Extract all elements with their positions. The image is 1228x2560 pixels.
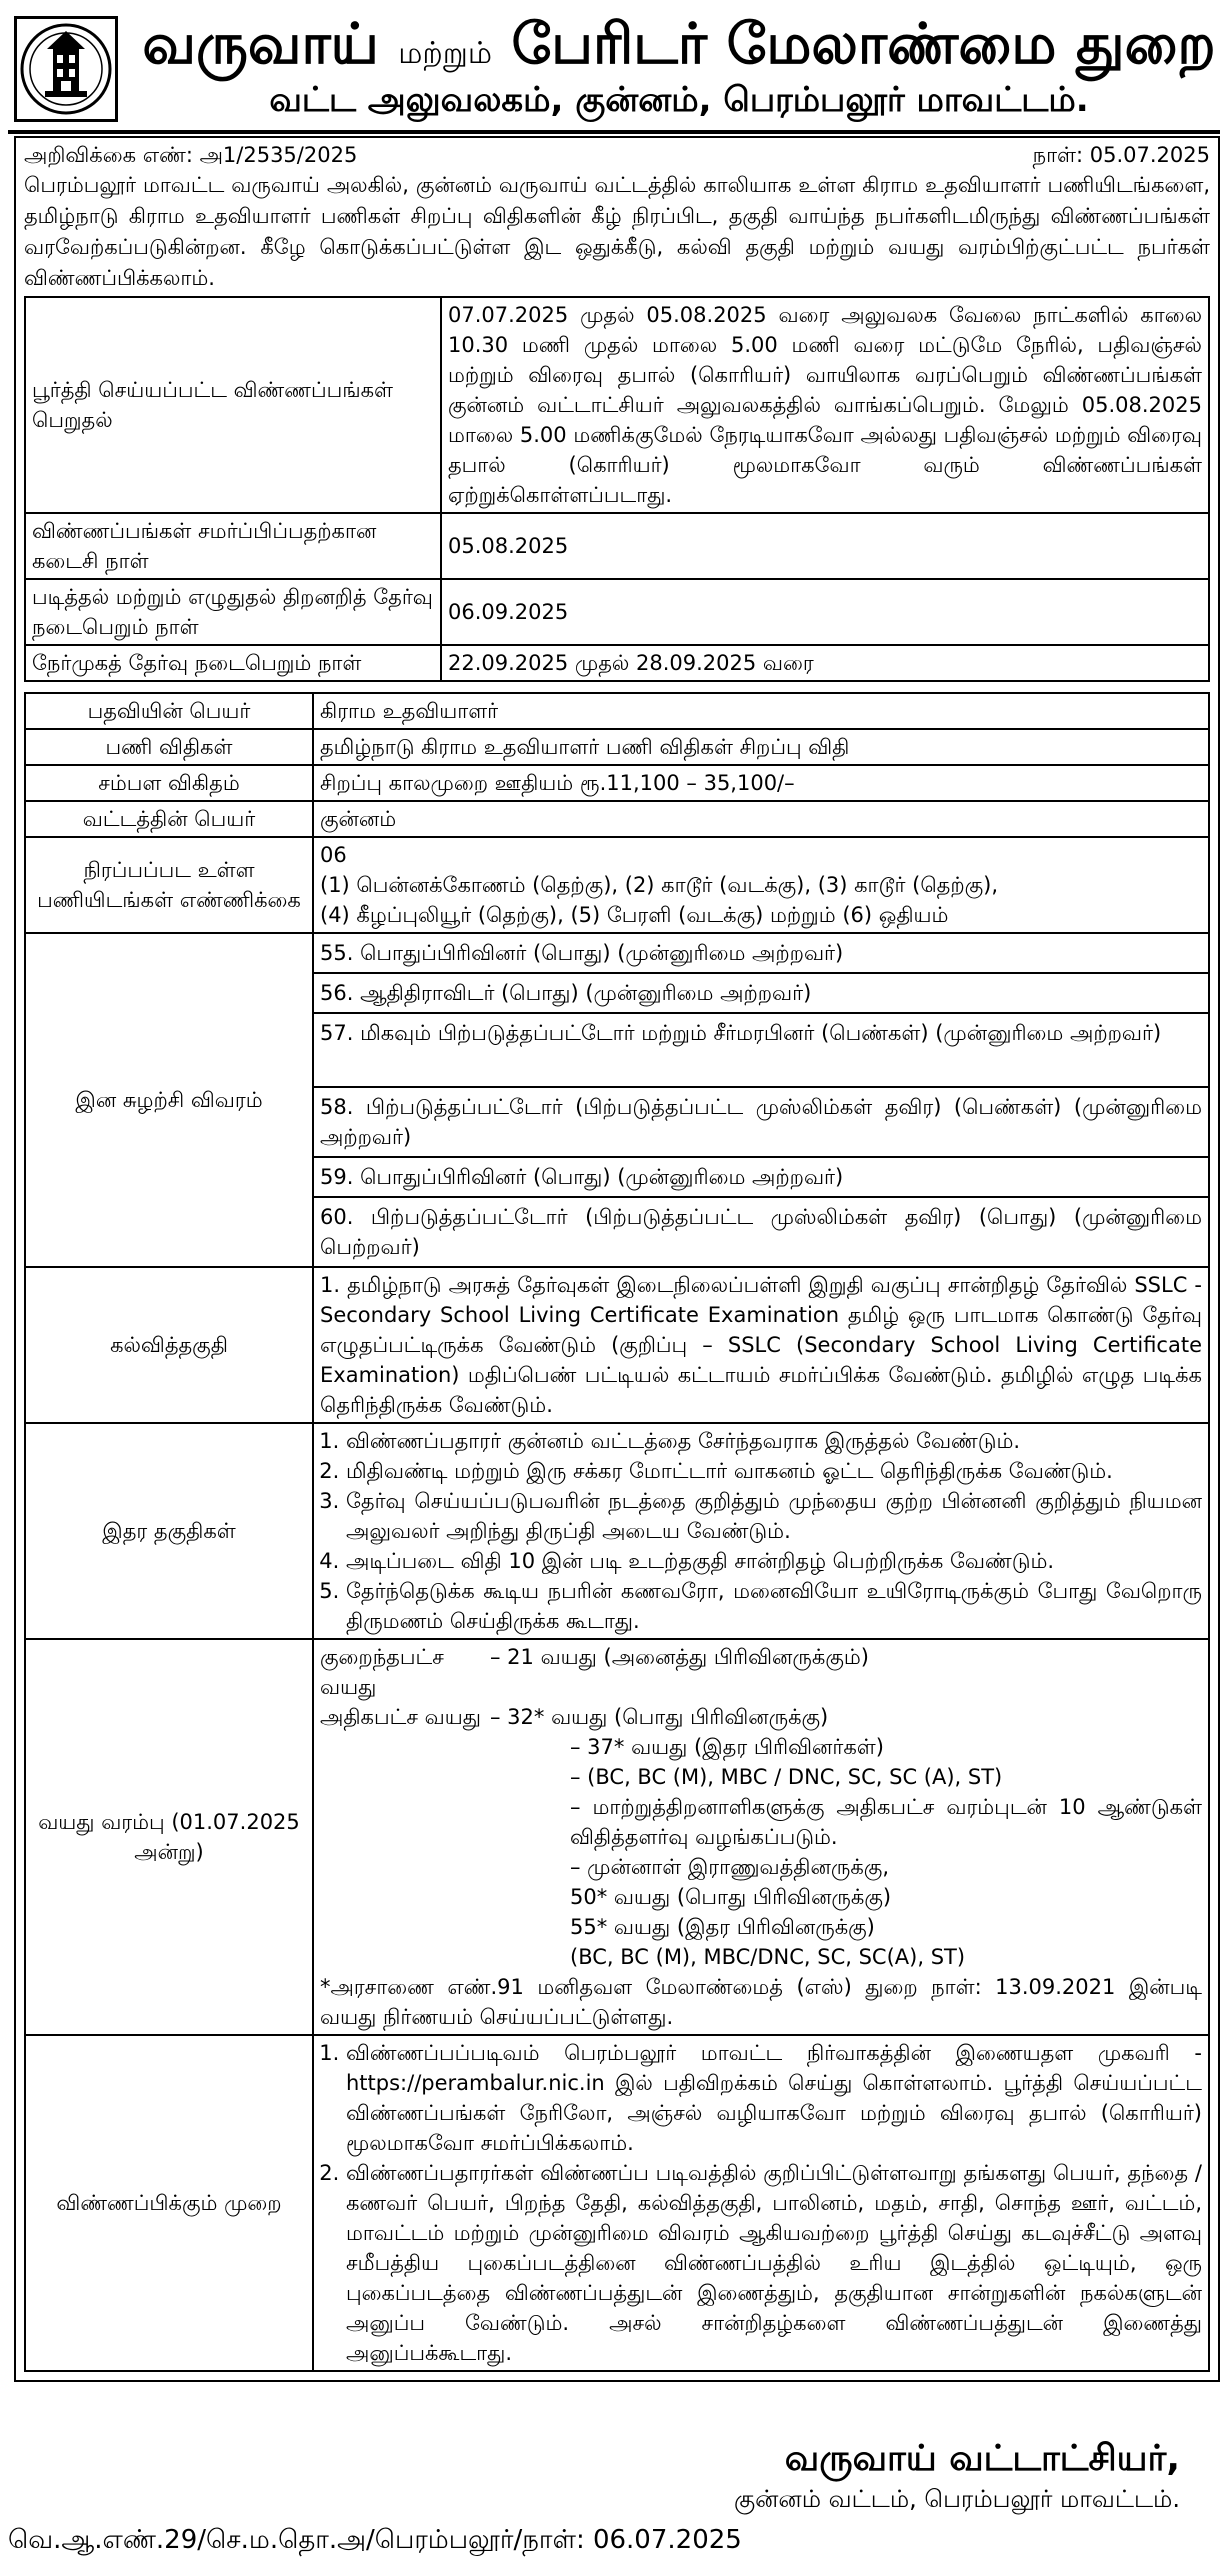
rotation-item: 56. ஆதிதிராவிடர் (பொது) (முன்னுரிமை அற்றவர்) [314,974,1208,1014]
signature-block [734,2436,1180,2516]
list-item: 5. தேர்ந்தெடுக்க கூடிய நபரின் கணவரோ, மனைவியோ உயிரோடிருக்கும் போது வேறொரு திருமணம் செய்திருக்க கூடாது. [346,1576,1202,1636]
age-max-value: – 32* வயது (பொது பிரிவினருக்கு) [490,1705,829,1729]
vacancies-key: நிரப்பப்பட உள்ள பணியிடங்கள் எண்ணிக்கை [25,837,313,933]
schedule-value: 05.08.2025 [441,513,1209,579]
age-line: 50* வயது (பொது பிரிவினருக்கு) [570,1885,892,1909]
age-line: (BC, BC (M), MBC/DNC, SC, SC(A), ST) [570,1945,966,1969]
schedule-key: படித்தல் மற்றும் எழுதுதல் திறனறித் தேர்வு நடைபெறும் நாள் [25,579,441,645]
table-row [25,765,1209,801]
header-divider [8,130,1220,134]
reference-row [24,140,1210,170]
table-row [25,837,1209,933]
list-item: 1. விண்ணப்பதாரர் குன்னம் வட்டத்தை சேர்ந்தவராக இருத்தல் வேண்டும். [346,1426,1202,1456]
post-name-key: பதவியின் பெயர் [25,693,313,729]
education-value: 1. தமிழ்நாடு அரசுத் தேர்வுகள் இடைநிலைப்பள்ளி இறுதி வகுப்பு சான்றிதழ் தேர்வில் SSLC - Secondary School Living Certificate Examination தமிழ் ஒரு பாடமாக கொண்டு தேர்வு எழுதப்பட்டிருக்க வேண்டும் (குறிப்பு – SSLC (Secondary School Living Certificate Examination) மதிப்பெண் பட்டியல் கட்டாயம் சமர்ப்பிக்க வேண்டும். தமிழில் எழுத படிக்க தெரிந்திருக்க வேண்டும். [313,1267,1209,1423]
rules-value: தமிழ்நாடு கிராம உதவியாளர் பணி விதிகள் சிறப்பு விதி [313,729,1209,765]
other-qualifications-list [320,1426,1202,1636]
rotation-item: 59. பொதுப்பிரிவினர் (பொது) (முன்னுரிமை அற்றவர்) [314,1158,1208,1198]
method-key: விண்ணப்பிக்கும் முறை [25,2035,313,2371]
office-subtitle: வட்ட அலுவலகம், குன்னம், பெரம்பலூர் மாவட்டம். [269,80,1089,120]
title-small: மற்றும் [398,36,493,71]
table-row [25,729,1209,765]
age-min-label: குறைந்தபட்ச வயது [320,1645,444,1699]
rotation-item: 58. பிற்படுத்தப்பட்டோர் (பிற்படுத்தப்பட்ட முஸ்லிம்கள் தவிர) (பெண்கள்) (முன்னுரிமை அற்றவர்) [314,1088,1208,1158]
other-qualifications-key: இதர தகுதிகள் [25,1423,313,1639]
table-row [25,1267,1209,1423]
age-min-value: – 21 வயது (அனைத்து பிரிவினருக்கும்) [490,1645,869,1669]
table-row [25,579,1209,645]
post-name-value: கிராம உதவியாளர் [313,693,1209,729]
vacancy-count: 06 [320,843,347,867]
schedule-key: நேர்முகத் தேர்வு நடைபெறும் நாள் [25,645,441,681]
list-item: 2. விண்ணப்பதாரர்கள் விண்ணப்ப படிவத்தில் குறிப்பிட்டுள்ளவாறு தங்களது பெயர், தந்தை / கணவர் பெயர், பிறந்த தேதி, கல்வித்தகுதி, பாலினம், மதம், சாதி, சொந்த ஊர், வட்டம், மாவட்டம் மற்றும் முன்னுரிமை விவரம் ஆகியவற்றை பூர்த்தி செய்து கடவுச்சீட்டு அளவு சமீபத்திய புகைப்படத்தினை விண்ணப்பத்தில் உரிய இடத்தில் ஒட்டியும், ஒரு புகைப்படத்தை விண்ணப்பத்துடன் இணைத்தும், தகுதியான சான்றுகளின் நகல்களுடன் அனுப்ப வேண்டும். அசல் சான்றிதழ்களை விண்ணப்பத்துடன் இணைத்து அனுப்பக்கூடாது. [346,2158,1202,2368]
vacancy-villages-line1: (1) பென்னக்கோணம் (தெற்கு), (2) காடூர் (வடக்கு), (3) காடூர் (தெற்கு), [320,873,999,897]
title-part1: வருவாய் [142,12,379,77]
age-max-line [320,1702,1202,1732]
table-row [25,693,1209,729]
taluk-key: வட்டத்தின் பெயர் [25,801,313,837]
age-value [313,1639,1209,2035]
notice-header [8,0,1220,130]
list-item: 2. மிதிவண்டி மற்றும் இரு சக்கர மோட்டார் வாகனம் ஓட்ட தெரிந்திருக்க வேண்டும். [346,1456,1202,1486]
rules-key: பணி விதிகள் [25,729,313,765]
schedule-key: பூர்த்தி செய்யப்பட்ட விண்ணப்பங்கள் பெறுதல் [25,297,441,513]
rotation-item: 55. பொதுப்பிரிவினர் (பொது) (முன்னுரிமை அற்றவர்) [314,934,1208,974]
table-row [25,2035,1209,2371]
age-line: – முன்னாள் இராணுவத்தினருக்கு, [570,1855,889,1879]
table-row [25,645,1209,681]
list-item: 3. தேர்வு செய்யப்படுபவரின் நடத்தை குறித்தும் முந்தைய குற்ற பின்னனி குறித்தும் நியமன அலுவலர் அறிந்து திருப்தி அடைய வேண்டும். [346,1486,1202,1546]
schedule-value: 06.09.2025 [441,579,1209,645]
rotation-item: 60. பிற்படுத்தப்பட்டோர் (பிற்படுத்தப்பட்ட முஸ்லிம்கள் தவிர) (பொது) (முன்னுரிமை பெற்றவர்) [320,1205,1202,1259]
title-part2: பேரிடர் மேலாண்மை துறை [511,12,1216,77]
details-table [24,692,1210,2372]
age-key: வயது வரம்பு (01.07.2025 அன்று) [25,1639,313,2035]
table-row [25,801,1209,837]
taluk-value: குன்னம் [313,801,1209,837]
age-line: – 37* வயது (இதர பிரிவினர்கள்) [570,1735,884,1759]
notice-date: நாள்: 05.07.2025 [1032,143,1210,167]
notice-body [14,136,1220,2382]
department-title [138,12,1220,87]
table-row [25,297,1209,513]
schedule-value: 22.09.2025 முதல் 28.09.2025 வரை [441,645,1209,681]
pay-value: சிறப்பு காலமுறை ஊதியம் ரூ.11,100 – 35,100/– [313,765,1209,801]
rotation-item: 57. மிகவும் பிற்படுத்தப்பட்டோர் மற்றும் சீர்மரபினர் (பெண்கள்) (முன்னுரிமை அற்றவர்) [314,1014,1208,1088]
education-key: கல்வித்தகுதி [25,1267,313,1423]
age-line: – (BC, BC (M), MBC / DNC, SC, SC (A), ST) [570,1765,1003,1789]
table-row [25,1423,1209,1639]
other-qualifications-value [313,1423,1209,1639]
tamilnadu-emblem-icon [14,16,118,122]
signatory-title: வருவாய் வட்டாட்சியர், [784,2438,1180,2479]
vacancies-value [313,837,1209,933]
list-item: 1. விண்ணப்பப்படிவம் பெரம்பலூர் மாவட்ட நிர்வாகத்தின் இணையதள முகவரி -https://perambalur.nic.in இல் பதிவிறக்கம் செய்து கொள்ளலாம். பூர்த்தி செய்யப்பட்ட விண்ணப்பங்கள் நேரிலோ, அஞ்சல் வழியாகவோ மற்றும் விரைவு தபால் (கொரியர்) மூலமாகவோ சமர்ப்பிக்கலாம். [346,2038,1202,2158]
age-line: 55* வயது (இதர பிரிவினருக்கு) [570,1915,875,1939]
rotation-key: இன சுழற்சி விவரம் [25,933,313,1267]
table-row [25,513,1209,579]
method-value [313,2035,1209,2371]
schedule-value: 07.07.2025 முதல் 05.08.2025 வரை அலுவலக வேலை நாட்களில் காலை 10.30 மணி முதல் மாலை 5.00 மணி வரை மட்டுமே நேரில், பதிவஞ்சல் மற்றும் விரைவு தபால் (கொரியர்) வாயிலாக வரப்பெறும் விண்ணப்பங்கள் குன்னம் வட்டாட்சியர் அலுவலகத்தில் வாங்கப்பெறும். மேலும் 05.08.2025 மாலை 5.00 மணிக்குமேல் நேரடியாகவோ அல்லது பதிவஞ்சல் மற்றும் விரைவு தபால் (கொரியர்) மூலமாகவோ வரும் விண்ணப்பங்கள் ஏற்றுக்கொள்ளப்படாது. [441,297,1209,513]
rotation-list [313,933,1209,1267]
method-list [320,2038,1202,2368]
list-item: 4. அடிப்படை விதி 10 இன் படி உடற்தகுதி சான்றிதழ் பெற்றிருக்க வேண்டும். [346,1546,1202,1576]
table-row [25,1639,1209,2035]
age-min-line [320,1642,1202,1702]
publication-reference: வெ.ஆ.எண்.29/செ.ம.தொ.அ/பெரம்பலூர்/நாள்: 06.07.2025 [8,2525,742,2555]
table-row [25,933,1209,1267]
signatory-place: குன்னம் வட்டம், பெரம்பலூர் மாவட்டம். [733,2485,1180,2513]
vacancy-villages-line2: (4) கீழப்புலியூர் (தெற்கு), (5) பேரளி (வடக்கு) மற்றும் (6) ஒதியம் [320,903,949,927]
notice-intro: பெரம்பலூர் மாவட்ட வருவாய் அலகில், குன்னம் வருவாய் வட்டத்தில் காலியாக உள்ள கிராம உதவியாளர் பணியிடங்களை, தமிழ்நாடு கிராம உதவியாளர் பணிகள் சிறப்பு விதிகளின் கீழ் நிரப்பிட, தகுதி வாய்ந்த நபர்களிடமிருந்து விண்ணப்பங்கள் வரவேற்கப்படுகின்றன. கீழே கொடுக்கப்பட்டுள்ள இட ஒதுக்கீடு, கல்வி தகுதி மற்றும் வயது வரம்பிற்குட்பட்ட நபர்கள் விண்ணப்பிக்கலாம். [24,173,1211,290]
age-line: – மாற்றுத்திறனாளிகளுக்கு அதிகபட்ச வரம்புடன் 10 ஆண்டுகள் விதித்தளர்வு வழங்கப்படும். [570,1795,1202,1849]
schedule-table [24,296,1210,682]
age-max-label: அதிகபட்ச வயது [320,1705,481,1729]
age-note: *அரசாணை எண்.91 மனிதவள மேலாண்மைத் (எஸ்) துறை நாள்: 13.09.2021 இன்படி வயது நிர்ணயம் செய்யப்பட்டுள்ளது. [320,1975,1202,2029]
schedule-key: விண்ணப்பங்கள் சமர்ப்பிப்பதற்கான கடைசி நாள் [25,513,441,579]
notice-reference: அறிவிக்கை எண்: அ1/2535/2025 [24,143,358,167]
pay-key: சம்பள விகிதம் [25,765,313,801]
